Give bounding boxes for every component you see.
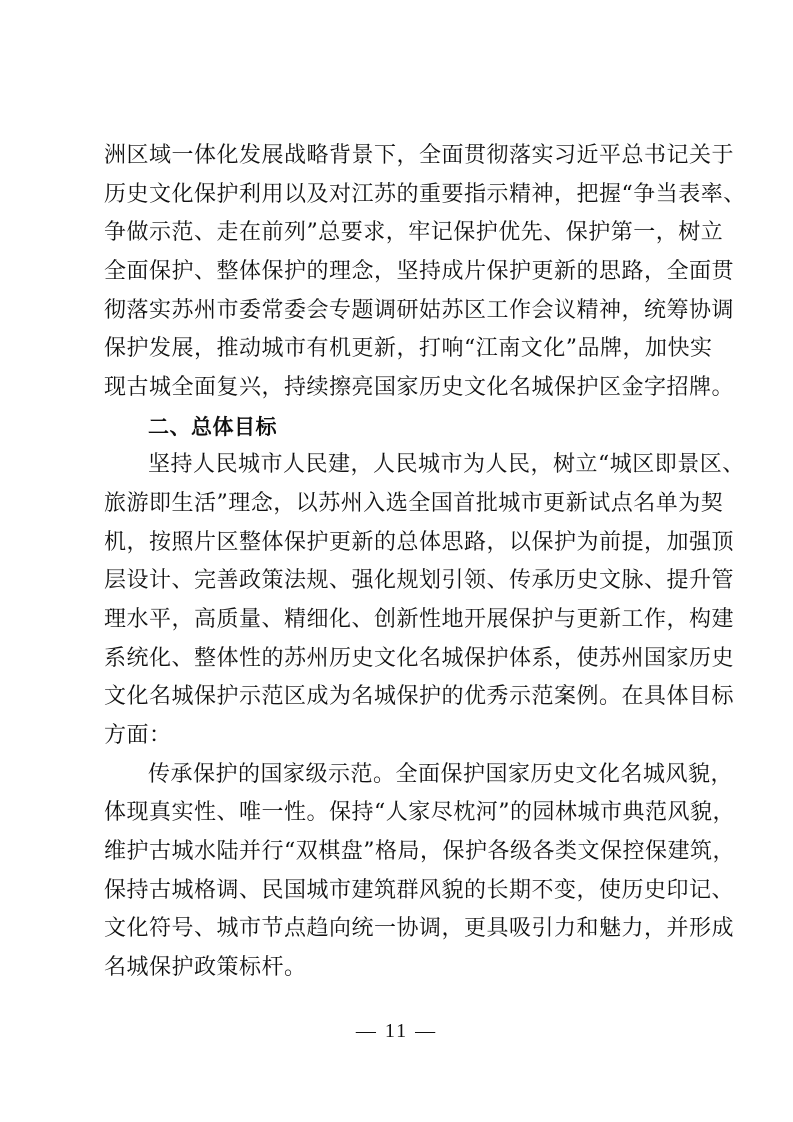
paragraph-line: 维护古城水陆并行“双棋盘”格局，保护各级各类文保控保建筑， xyxy=(104,839,735,864)
paragraph-line: 洲区域一体化发展战略背景下，全面贯彻落实习近平总书记关于 xyxy=(104,143,735,168)
paragraph-line: 保护发展，推动城市有机更新，打响“江南文化”品牌，加快实 xyxy=(104,336,713,361)
paragraph-line: 全面保护、整体保护的理念，坚持成片保护更新的思路，全面贯 xyxy=(104,259,735,284)
paragraph-line: 现古城全面复兴，持续擦亮国家历史文化名城保护区金字招牌。 xyxy=(104,375,735,400)
paragraph-line: 争做示范、走在前列”总要求，牢记保护优先、保护第一，树立 xyxy=(104,220,724,245)
paragraph-line: 体现真实性、唯一性。保持“人家尽枕河”的园林城市典范风貌， xyxy=(104,800,735,825)
paragraph-line: 名城保护政策标杆。 xyxy=(104,955,307,980)
paragraph-line: 彻落实苏州市委常委会专题调研姑苏区工作会议精神，统筹协调 xyxy=(104,298,735,323)
paragraph-line: 机，按照片区整体保护更新的总体思路，以保护为前提，加强顶 xyxy=(104,530,735,555)
paragraph-line: 传承保护的国家级示范。全面保护国家历史文化名城风貌， xyxy=(148,762,734,787)
paragraph-line: 保持古城格调、民国城市建筑群风貌的长期不变，使历史印记、 xyxy=(104,878,735,903)
paragraph-line: 历史文化保护利用以及对江苏的重要指示精神，把握“争当表率、 xyxy=(104,182,746,207)
paragraph-line: 理水平，高质量、精细化、创新性地开展保护与更新工作，构建 xyxy=(104,607,735,632)
paragraph-line: 文化名城保护示范区成为名城保护的优秀示范案例。在具体目标 xyxy=(104,684,735,709)
page-number: — 11 — xyxy=(355,1020,438,1042)
section-heading: 二、总体目标 xyxy=(148,415,277,439)
paragraph-line: 旅游即生活”理念，以苏州入选全国首批城市更新试点名单为契 xyxy=(104,491,724,516)
paragraph-line: 层设计、完善政策法规、强化规划引领、传承历史文脉、提升管 xyxy=(104,568,735,593)
paragraph-line: 方面： xyxy=(104,723,172,748)
paragraph-line: 系统化、整体性的苏州历史文化名城保护体系，使苏州国家历史 xyxy=(104,646,735,671)
paragraph-line: 坚持人民城市人民建，人民城市为人民，树立“城区即景区、 xyxy=(148,452,745,477)
paragraph-line: 文化符号、城市节点趋向统一协调，更具吸引力和魅力，并形成 xyxy=(104,916,735,941)
